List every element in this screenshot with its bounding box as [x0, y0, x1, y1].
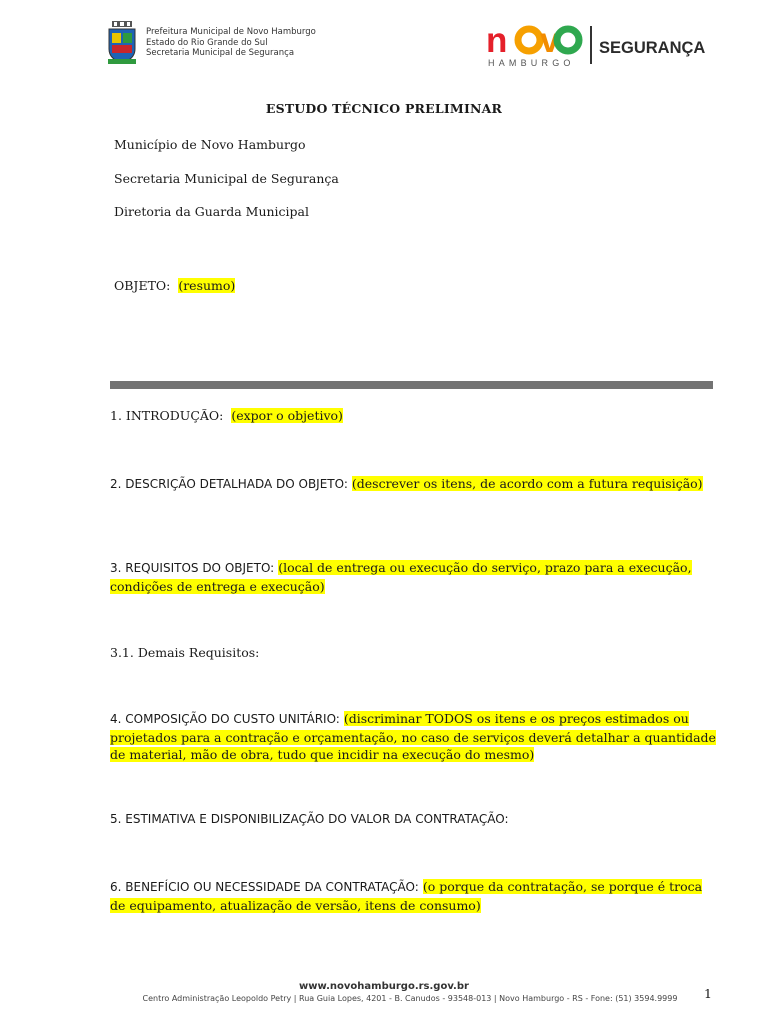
svg-text:SEGURANÇA: SEGURANÇA [599, 39, 706, 57]
section-note: (local de entrega ou execução do serviço, prazo para a execução, condições de entrega e execução) [110, 560, 692, 594]
section-label: 5. ESTIMATIVA E DISPONIBILIZAÇÃO DO VALOR DA CONTRATAÇÃO: [110, 812, 509, 826]
svg-text:n: n [486, 21, 507, 60]
header-line: Estado do Rio Grande do Sul [146, 37, 268, 48]
svg-text:HAMBURGO: HAMBURGO [488, 58, 575, 68]
header-line: Prefeitura Municipal de Novo Hamburgo [146, 27, 316, 37]
section-label: 1. INTRODUÇÃO: [110, 408, 224, 423]
section-label: 4. COMPOSIÇÃO DO CUSTO UNITÁRIO: [110, 712, 340, 726]
section-4 [110, 710, 716, 764]
footer-address: Centro Administração Leopoldo Petry | Rua Guia Lopes, 4201 - B. Canudos - 93548-013 | Novo Hamburgo - RS - Fone: (51) 3594.9999 [142, 994, 678, 1003]
section-note: (descrever os itens, de acordo com a futura requisição) [351, 476, 703, 491]
document-title: ESTUDO TÉCNICO PRELIMINAR [265, 101, 503, 116]
secretariat-line: Secretaria Municipal de Segurança [114, 171, 339, 186]
section-3 [110, 559, 716, 595]
header-line: Secretaria Municipal de Segurança [146, 48, 295, 58]
section-note: (o porque da contratação, se porque é troca de equipamento, atualização de versão, itens de consumo) [110, 879, 703, 913]
section-divider [110, 381, 713, 389]
header-institution-text [146, 27, 316, 59]
municipality-line: Município de Novo Hamburgo [114, 137, 306, 152]
section-label: 3.1. Demais Requisitos: [110, 645, 260, 660]
objeto-label: OBJETO: [114, 278, 171, 293]
page-number: 1 [704, 986, 712, 1001]
section-label: 2. DESCRIÇÃO DETALHADA DO OBJETO: [110, 477, 348, 491]
section-note: (expor o objetivo) [231, 408, 343, 423]
footer-website: www.novohamburgo.rs.gov.br [299, 981, 469, 992]
section-label: 3. REQUISITOS DO OBJETO: [110, 561, 275, 575]
section-5 [110, 810, 716, 829]
municipal-crest-icon [106, 21, 138, 65]
section-3-1 [110, 644, 716, 662]
svg-text:v: v [540, 21, 559, 60]
objeto-line [114, 278, 235, 293]
section-1 [110, 407, 716, 425]
objeto-value: (resumo) [178, 278, 236, 293]
section-label: 6. BENEFÍCIO OU NECESSIDADE DA CONTRATAÇÃO: [110, 880, 419, 894]
section-2 [110, 475, 716, 494]
section-6 [110, 878, 716, 914]
section-note: (discriminar TODOS os itens e os preços estimados ou projetados para a contração e orçamentação, no caso de serviços deverá detalhar a quantidade de material, mão de obra, tudo que incidir na execução do mesmo) [110, 711, 716, 762]
novo-hamburgo-seguranca-logo [484, 20, 720, 70]
directorate-line: Diretoria da Guarda Municipal [114, 204, 310, 219]
